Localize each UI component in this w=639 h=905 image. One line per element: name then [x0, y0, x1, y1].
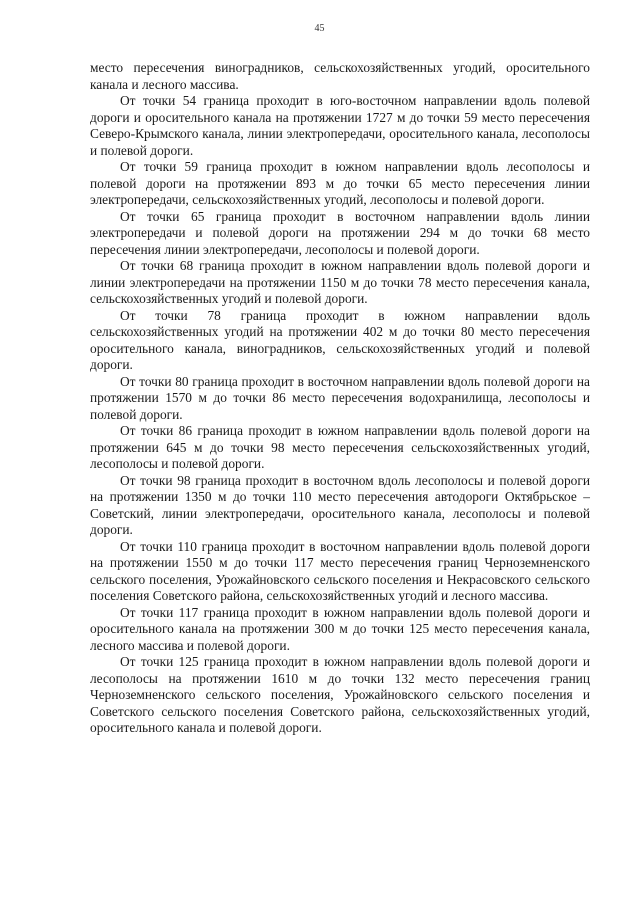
paragraph: От точки 68 граница проходит в южном направлении вдоль полевой дороги и линии электропередачи на протяжении 1150 м до точки 78 место пересечения канала, сельскохозяйственных угодий и полевой дороги.: [90, 258, 590, 306]
paragraph: От точки 59 граница проходит в южном направлении вдоль лесополосы и полевой дороги на протяжении 893 м до точки 65 место пересечения линии электропередачи, сельскохозяйственных угодий, лесополосы и полевой дороги.: [90, 159, 590, 207]
paragraph: От точки 125 граница проходит в южном направлении вдоль полевой дороги и лесополосы на протяжении 1610 м до точки 132 место пересечения границ Черноземненского сельского поселения, Урожайновского сельского поселения и Советского сельского поселения Советского района, сельскохозяйственных угодий, оросительного канала и полевой дороги.: [90, 654, 590, 735]
paragraph: От точки 110 граница проходит в восточном направлении вдоль полевой дороги на протяжении 1550 м до точки 117 место пересечения границ Черноземненского сельского поселения, Урожайновского сельского поселения и Некрасовского сельского поселения Советского района, сельскохозяйственных угодий и лесного массива.: [90, 538, 590, 603]
paragraph: От точки 54 граница проходит в юго-восточном направлении вдоль полевой дороги и оросительного канала на протяжении 1727 м до точки 59 место пересечения Северо-Крымского канала, линии электропередачи, оросительного канала, лесополосы и полевой дороги.: [90, 93, 590, 158]
paragraph: От точки 117 граница проходит в южном направлении вдоль полевой дороги и оросительного канала на протяжении 300 м до точки 125 место пересечения канала, лесного массива и полевой дороги.: [90, 604, 590, 653]
paragraph: От точки 80 граница проходит в восточном направлении вдоль полевой дороги на протяжении 1570 м до точки 86 место пересечения водохранилища, лесополосы и полевой дороги.: [90, 373, 590, 422]
document-body: [90, 60, 590, 737]
paragraph: От точки 86 граница проходит в южном направлении вдоль полевой дороги на протяжении 645 м до точки 98 место пересечения сельскохозяйственных угодий, лесополосы и полевой дороги.: [90, 423, 590, 471]
paragraph: От точки 98 граница проходит в восточном вдоль лесополосы и полевой дороги на протяжении 1350 м до точки 110 место пересечения автодороги Октябрьское – Советский, линии электропередачи, оросительного канала, лесополосы и полевой дороги.: [90, 472, 590, 537]
paragraph: От точки 78 граница проходит в южном направлении вдоль сельскохозяйственных угодий на протяжении 402 м до точки 80 место пересечения оросительного канала, виноградников, сельскохозяйственных угодий и полевой дороги.: [90, 307, 590, 372]
paragraph: От точки 65 граница проходит в восточном направлении вдоль линии электропередачи и полевой дороги на протяжении 294 м до точки 68 место пересечения линии электропередачи, лесополосы и полевой дороги.: [90, 208, 590, 257]
page-number: 45: [314, 23, 325, 34]
paragraph-continuation: место пересечения виноградников, сельскохозяйственных угодий, оросительного канала и лесного массива.: [90, 60, 590, 92]
